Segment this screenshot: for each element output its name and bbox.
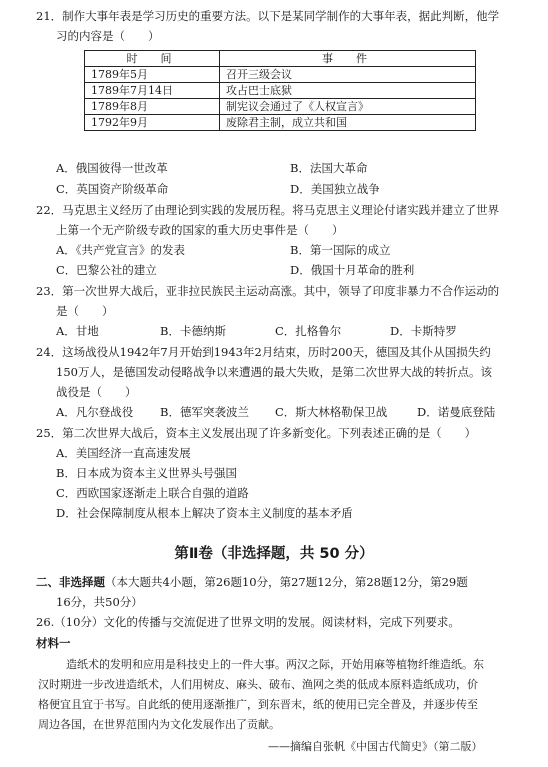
q24-option-c[interactable]: C．斯大林格勒保卫战 [275, 405, 388, 419]
material-line: 汉时期进一步改进造纸术，人们用树皮、麻头、破布、渔网之类的低成本原料造纸成功，价 [38, 678, 478, 691]
q23-option-d[interactable]: D．卡斯特罗 [390, 324, 457, 338]
q24-stem-line3: 战役是（ ） [56, 385, 137, 399]
q22-option-c[interactable]: C．巴黎公社的建立 [56, 263, 157, 277]
q22-option-d[interactable]: D．俄国十月革命的胜利 [290, 263, 415, 277]
q25-option-d[interactable]: D．社会保障制度从根本上解决了资本主义制度的基本矛盾 [56, 506, 353, 520]
q25-stem: 25．第二次世界大战后，资本主义发展出现了许多新变化。下列表述正确的是（ ） [36, 426, 477, 440]
table-cell-event: 制宪议会通过了《人权宣言》 [220, 99, 476, 115]
table-cell-time: 1792年9月 [85, 115, 220, 131]
material-line: 格便宜且宜于书写。自此纸的使用逐渐推广，到东晋末，纸的使用已完全普及，并逐步传至 [38, 698, 478, 711]
q23-option-c[interactable]: C．扎格鲁尔 [275, 324, 342, 338]
q26-stem: 26.（10分）文化的传播与交流促进了世界文明的发展。阅读材料，完成下列要求。 [36, 615, 460, 629]
material-source: ——摘编自张帆《中国古代简史》（第二版） [268, 740, 483, 753]
q22-stem-line1: 22．马克思主义经历了由理论到实践的发展历程。将马克思主义理论付诸实践并建立了世界 [36, 203, 500, 217]
material-label: 材料一 [36, 636, 71, 650]
q22-option-b[interactable]: B．第一国际的成立 [290, 243, 391, 257]
q24-stem-line2: 150万人，是德国发动侵略战争以来遭遇的最大失败，是第二次世界大战的转折点。该 [56, 365, 492, 379]
table-row [85, 67, 476, 83]
table-cell-time: 1789年5月 [85, 67, 220, 83]
q23-stem-line1: 23．第一次世界大战后，亚非拉民族民主运动高涨。其中，领导了印度非暴力不合作运动的 [36, 284, 500, 298]
q21-stem-line1: 21．制作大事年表是学习历史的重要方法。以下是某同学制作的大事年表，据此判断，他学 [36, 9, 500, 23]
table-cell-event: 废除君主制，成立共和国 [220, 115, 476, 131]
table-cell-time: 1789年7月14日 [85, 83, 220, 99]
section-heading [36, 575, 468, 589]
q23-stem-line2: 是（ ） [56, 304, 114, 318]
q21-option-b[interactable]: B．法国大革命 [290, 161, 368, 175]
section-heading-detail: （本大题共4小题，第26题10分，第27题12分，第28题12分，第29题 [105, 575, 468, 589]
q22-option-a[interactable]: A．《共产党宣言》的发表 [56, 243, 186, 257]
q25-option-c[interactable]: C．西欧国家逐渐走上联合自强的道路 [56, 486, 249, 500]
q21-stem-line2: 习的内容是（ ） [56, 29, 160, 43]
table-row [85, 115, 476, 131]
section-heading-line2: 16分，共50分） [56, 595, 143, 609]
section-heading-label: 二、非选择题 [36, 575, 105, 589]
table-cell-event: 召开三级会议 [220, 67, 476, 83]
q21-timeline-table [84, 50, 476, 131]
table-header-event: 事 件 [220, 51, 476, 67]
table-cell-event: 攻占巴士底狱 [220, 83, 476, 99]
section-title: 第Ⅱ卷（非选择题，共 50 分） [174, 546, 374, 562]
q23-option-b[interactable]: B．卡德纳斯 [160, 324, 226, 338]
table-cell-time: 1789年8月 [85, 99, 220, 115]
q24-option-b[interactable]: B．德军突袭波兰 [160, 405, 249, 419]
q23-option-a[interactable]: A．甘地 [56, 324, 99, 338]
q21-option-c[interactable]: C．英国资产阶级革命 [56, 182, 169, 196]
q25-option-b[interactable]: B．日本成为资本主义世界头号强国 [56, 466, 237, 480]
q21-option-d[interactable]: D．美国独立战争 [290, 182, 380, 196]
q21-option-a[interactable]: A．俄国彼得一世改革 [56, 161, 168, 175]
q24-stem-line1: 24．这场战役从1942年7月开始到1943年2月结束，历时200天，德国及其仆从国损失约 [36, 345, 491, 359]
q24-option-a[interactable]: A．凡尔登战役 [56, 405, 134, 419]
q25-option-a[interactable]: A．美国经济一直高速发展 [56, 446, 191, 460]
table-row [85, 83, 476, 99]
material-line: 造纸术的发明和应用是科技史上的一件大事。两汉之际，开始用麻等植物纤维造纸。东 [66, 658, 484, 671]
table-row [85, 99, 476, 115]
table-header-time: 时 间 [85, 51, 220, 67]
material-line: 周边各国，在世界范围内为文化发展作出了贡献。 [38, 718, 280, 731]
q22-stem-line2: 上第一个无产阶级专政的国家的重大历史事件是（ ） [56, 223, 344, 237]
q24-option-d[interactable]: D．诺曼底登陆 [417, 405, 496, 419]
